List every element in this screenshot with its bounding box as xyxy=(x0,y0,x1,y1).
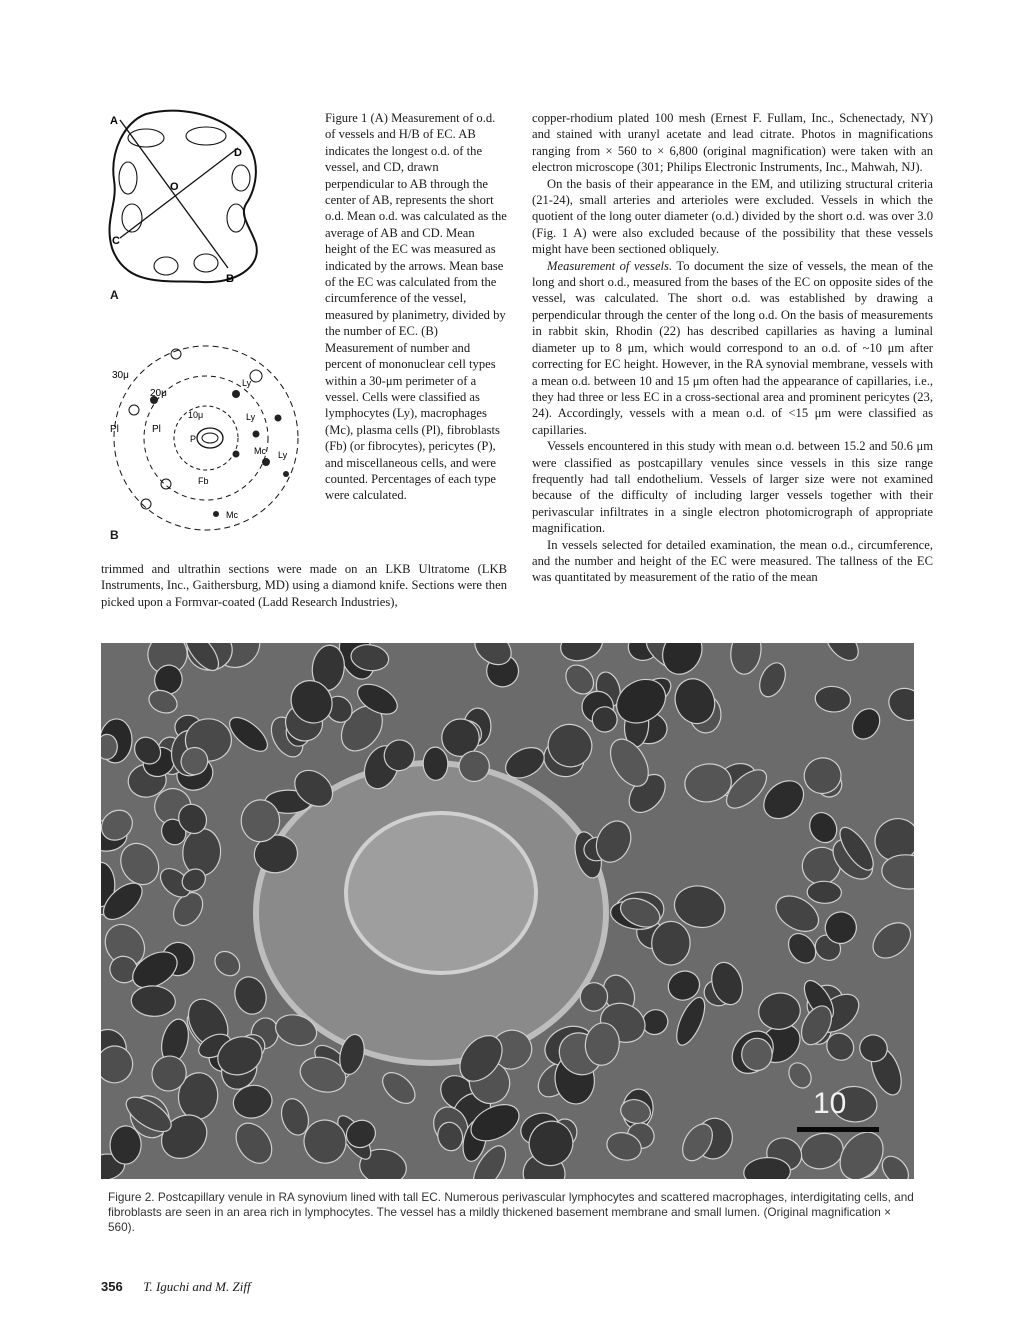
fig1b-cell-mc1: Mc xyxy=(254,446,266,456)
fig1b-cell-ly3: Ly xyxy=(278,450,288,460)
fig1a-letter-o: O xyxy=(170,181,179,193)
fig1a-letter-b: B xyxy=(226,273,234,285)
right-paragraph-5: In vessels selected for detailed examination, the mean o.d., circumference, and the number and height of the EC were measured. The tallness of the EC was quantitated by measurement of the ratio of the mean xyxy=(532,537,933,585)
fig1b-cell-ly1: Ly xyxy=(242,378,252,388)
measurement-body: To document the size of vessels, the mean of the long and short o.d., measured from the bases of the EC on opposite sides of the vessel, was calculated. The short o.d. was established by drawing a perpendicular through the center of the long o.d. On the basis of measurements in rabbit skin, Rhodin (22) has described capillaries as having a luminal diameter up to 8 μm, which would correspond to an o.d. of ~10 μm after correcting for EC height. However, in the RA synovial membrane, vessels with a mean o.d. between 10 and 15 μm often had the appearance of capillaries, i.e., they had three or less EC in a cross-sectional area and prominent pericytes (23, 24). Accordingly, vessels with a mean o.d. of <15 μm were classified as capillaries. xyxy=(532,258,933,437)
right-column xyxy=(532,110,933,586)
figure2-caption: Figure 2. Postcapillary venule in RA synovium lined with tall EC. Numerous perivascular lymphocytes and scattered macrophages, interdigitating cells, and fibroblasts are seen in an area rich in lymphocytes. The vessel has a mildly thickened basement membrane and small lumen. (Original magnification × 560). xyxy=(108,1190,914,1234)
figure1-panel-a-label: A xyxy=(110,288,119,302)
right-paragraph-4: Vessels encountered in this study with mean o.d. between 15.2 and 50.6 μm were classified as postcapillary venules since vessels in this size range frequently had tall endothelium. Vessels of larger size were not examined because of the difficulty of including larger vessels together with their perivascular infiltrates in a single electron photomicrograph of appropriate magnification. xyxy=(532,439,933,536)
fig1b-cell-mc2: Mc xyxy=(226,510,238,520)
fig1b-cell-pl1: Pl xyxy=(110,424,119,435)
right-paragraph-3 xyxy=(532,258,933,438)
running-authors: T. Iguchi and M. Ziff xyxy=(143,1279,251,1294)
page-footer xyxy=(101,1279,251,1295)
fig1a-letter-d: D xyxy=(234,147,242,159)
scale-bar-label: 10 xyxy=(813,1087,847,1120)
fig1b-cell-fb: Fb xyxy=(198,476,209,486)
fig1a-letter-a: A xyxy=(110,115,118,127)
fig1a-letter-c: C xyxy=(112,235,120,247)
fig1b-cell-ly2: Ly xyxy=(246,412,256,422)
right-paragraph-1: copper-rhodium plated 100 mesh (Ernest F. Fullam, Inc., Schenectady, NY) and stained with uranyl acetate and lead citrate. Photos in magnifications ranging from × 560 to × 6,800 (original magnification) were taken with an electron microscope (301; Philips Electronic Instruments, Inc., Mahwah, NJ). xyxy=(532,111,933,175)
micrograph-texture xyxy=(101,643,914,1179)
fig1b-ring-20: 20μ xyxy=(150,388,167,399)
page-number: 356 xyxy=(101,1279,123,1294)
measurement-heading: Measurement of vessels. xyxy=(547,258,673,273)
fig1b-ring-30: 30μ xyxy=(112,370,129,381)
scale-bar xyxy=(797,1127,879,1132)
right-paragraph-2: On the basis of their appearance in the EM, and utilizing structural criteria (21-24), small arteries and arterioles were excluded. Vessels in which the quotient of the long outer diameter (o.d.) divided by the short o.d. was over 3.0 (Fig. 1 A) were also excluded because of the possibility that these vessels might have been sectioned obliquely. xyxy=(532,176,933,257)
fig1b-cell-pl2: Pl xyxy=(152,424,161,435)
figure2-micrograph xyxy=(101,643,914,1179)
figure1-caption: Figure 1 (A) Measurement of o.d. of vessels and H/B of EC. AB indicates the longest o.d. of the vessel, and CD, drawn perpendicular to AB through the center of AB, represents the short o.d. Mean o.d. was calculated as the average of AB and CD. Mean height of the EC was measured as indicated by the arrows. Mean base of the EC was calculated from the circumference of the vessel, measured by planimetry, divided by the number of EC. (B) Measurement of number and percent of mononuclear cell types within a 30-μm perimeter of a vessel. Cells were classified as lymphocytes (Ly), macrophages (Mc), plasma cells (Pl), fibroblasts (Fb) (or fibrocytes), pericytes (P), and miscellaneous cells, and were counted. Percentages of each type were calculated. xyxy=(325,111,507,503)
figure1-panel-a-diagram xyxy=(106,108,266,308)
figure1-panel-b-diagram xyxy=(106,334,306,544)
fig1b-ring-10: 10μ xyxy=(188,410,204,420)
fig1b-cell-p: P xyxy=(190,434,197,444)
left-column-paragraph: trimmed and ultrathin sections were made on an LKB Ultratome (LKB Instruments, Inc., Gaithersburg, MD) using a diamond knife. Sections were then picked upon a Formvar-coated (Ladd Research Industries), xyxy=(101,562,507,609)
figure1-panel-b-label: B xyxy=(110,528,119,542)
